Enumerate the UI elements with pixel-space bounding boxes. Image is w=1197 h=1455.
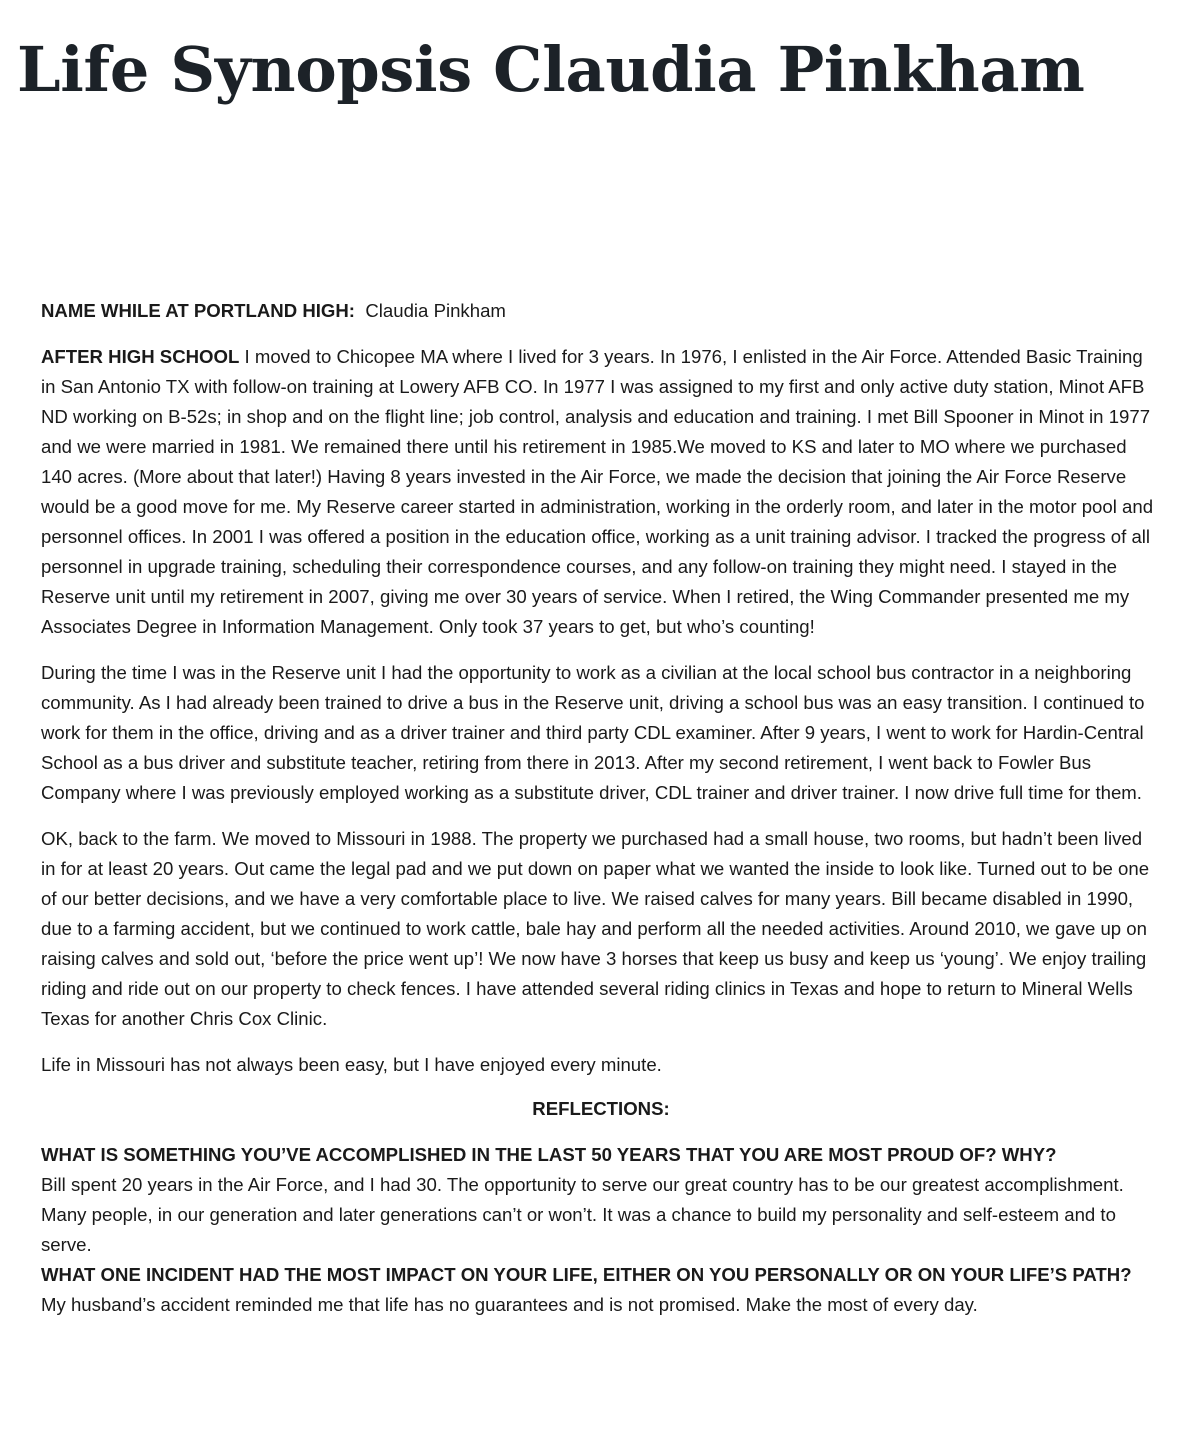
after-high-school-paragraph — [41, 342, 1161, 642]
paragraph-farm: OK, back to the farm. We moved to Missouri in 1988. The property we purchased had a small house, two rooms, but hadn’t been lived in for at least 20 years. Out came the legal pad and we put down on paper what we wanted the inside to look like. Turned out to be one of our better decisions, and we have a very comfortable place to live. We raised calves for many years. Bill became disabled in 1990, due to a farming accident, but we continued to work cattle, bale hay and perform all the needed activities. Around 2010, we gave up on raising calves and sold out, ‘before the price went up’! We now have 3 horses that keep us busy and keep us ‘young’. We enjoy trailing riding and ride out on our property to check fences. I have attended several riding clinics in Texas and hope to return to Mineral Wells Texas for another Chris Cox Clinic. — [41, 828, 1150, 1029]
after-high-school-label: AFTER HIGH SCHOOL — [41, 346, 240, 367]
name-label: NAME WHILE AT PORTLAND HIGH: — [41, 300, 355, 321]
reflection-answer-1: Bill spent 20 years in the Air Force, and I had 30. The opportunity to serve our great country has to be our greatest accomplishment. Many people, in our generation and later generations can’t or won’t. It was a chance to build my personality and self-esteem and to serve. — [41, 1174, 1124, 1255]
name-line — [41, 296, 1161, 326]
name-value: Claudia Pinkham — [365, 300, 506, 321]
paragraph-bus-work: During the time I was in the Reserve unit I had the opportunity to work as a civilian at the local school bus contractor in a neighboring community. As I had already been trained to drive a bus in the Reserve unit, driving a school bus was an easy transition. I continued to work for them in the office, driving and as a driver trainer and third party CDL examiner. After 9 years, I went to work for Hardin-Central School as a bus driver and substitute teacher, retiring from there in 2013. After my second retirement, I went back to Fowler Bus Company where I was previously employed working as a substitute driver, CDL trainer and driver trainer. I now drive full time for them. — [41, 662, 1145, 803]
reflections-heading: REFLECTIONS: — [532, 1098, 670, 1119]
page-title: Life Synopsis Claudia Pinkham — [17, 33, 1085, 106]
reflection-question-2: WHAT ONE INCIDENT HAD THE MOST IMPACT ON YOUR LIFE, EITHER ON YOU PERSONALLY OR ON YOUR LIFE’S PATH? — [41, 1264, 1132, 1285]
reflection-answer-2: My husband’s accident reminded me that life has no guarantees and is not promised. Make the most of every day. — [41, 1294, 978, 1315]
reflection-question-1: WHAT IS SOMETHING YOU’VE ACCOMPLISHED IN THE LAST 50 YEARS THAT YOU ARE MOST PROUD OF? WHY? — [41, 1144, 1057, 1165]
document-body — [41, 296, 1161, 1320]
paragraph-missouri: Life in Missouri has not always been easy, but I have enjoyed every minute. — [41, 1054, 662, 1075]
after-high-school-text: I moved to Chicopee MA where I lived for 3 years. In 1976, I enlisted in the Air Force. Attended Basic Training in San Antonio TX with follow-on training at Lowery AFB CO. In 1977 I was assigned to my first and only active duty station, Minot AFB ND working on B-52s; in shop and on the flight line; job control, analysis and education and training. I met Bill Spooner in Minot in 1977 and we were married in 1981. We remained there until his retirement in 1985.We moved to KS and later to MO where we purchased 140 acres. (More about that later!) Having 8 years invested in the Air Force, we made the decision that joining the Air Force Reserve would be a good move for me. My Reserve career started in administration, working in the orderly room, and later in the motor pool and personnel offices. In 2001 I was offered a position in the education office, working as a unit training advisor. I tracked the progress of all personnel in upgrade training, scheduling their correspondence courses, and any follow-on training they might need. I stayed in the Reserve unit until my retirement in 2007, giving me over 30 years of service. When I retired, the Wing Commander presented me my Associates Degree in Information Management. Only took 37 years to get, but who’s counting! — [41, 346, 1154, 637]
